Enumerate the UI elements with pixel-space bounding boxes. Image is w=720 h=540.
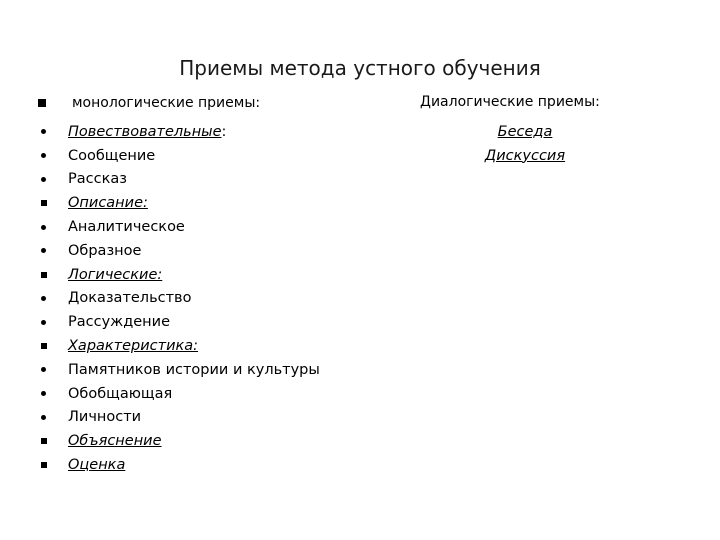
list-item <box>40 168 320 192</box>
list-item <box>40 120 320 144</box>
round-bullet-icon <box>41 129 46 134</box>
round-bullet-icon <box>41 296 46 301</box>
list-item-label: Аналитическое <box>68 219 185 236</box>
list-item-suffix: : <box>221 123 227 140</box>
bullet <box>40 343 68 349</box>
bullet <box>40 296 68 301</box>
square-bullet-icon <box>41 462 47 468</box>
bullet <box>40 248 68 253</box>
list-item-label: Повествовательные <box>68 123 222 140</box>
list-item <box>40 382 320 406</box>
square-bullet-icon <box>41 438 47 444</box>
list-item <box>40 215 320 239</box>
dialogic-list-item: Беседа <box>497 123 553 140</box>
list-item-label: Сообщение <box>68 147 156 164</box>
round-bullet-icon <box>41 415 46 420</box>
square-bullet-icon <box>38 99 46 107</box>
list-item <box>40 191 320 215</box>
list-item <box>40 334 320 358</box>
square-bullet-icon <box>41 343 47 349</box>
list-item-label: Доказательство <box>68 290 192 307</box>
list-item <box>40 429 320 453</box>
bullet <box>40 415 68 420</box>
list-item <box>40 263 320 287</box>
slide-title: Приемы метода устного обучения <box>179 56 541 80</box>
bullet <box>40 225 68 230</box>
bullet <box>40 391 68 396</box>
list-item-label: Логические: <box>68 266 163 283</box>
bullet <box>40 438 68 444</box>
list-item <box>40 239 320 263</box>
list-item-label: Обобщающая <box>68 385 173 402</box>
bullet <box>40 367 68 372</box>
list-item-label: Личности <box>68 409 142 426</box>
round-bullet-icon <box>41 248 46 253</box>
bullet <box>40 177 68 182</box>
list-item <box>40 144 320 168</box>
list-item-label: Объяснение <box>68 433 162 450</box>
bullet <box>40 320 68 325</box>
list-item <box>40 358 320 382</box>
round-bullet-icon <box>41 367 46 372</box>
bullet <box>40 153 68 158</box>
list-item <box>40 287 320 311</box>
list-item-label: Памятников истории и культуры <box>68 361 320 378</box>
list-item-label: Рассуждение <box>68 314 170 331</box>
list-item <box>40 453 320 477</box>
square-bullet-icon <box>41 272 47 278</box>
square-bullet-icon <box>41 200 47 206</box>
list-item-label: Образное <box>68 242 142 259</box>
round-bullet-icon <box>41 391 46 396</box>
list-item-label: Рассказ <box>68 171 127 188</box>
bullet <box>40 462 68 468</box>
round-bullet-icon <box>41 177 46 182</box>
round-bullet-icon <box>41 225 46 230</box>
bullet <box>40 200 68 206</box>
round-bullet-icon <box>41 320 46 325</box>
dialogic-list-item: Дискуссия <box>484 147 566 164</box>
list-item <box>40 406 320 430</box>
list-item-label: Оценка <box>68 457 126 474</box>
monologic-header-label: монологические приемы: <box>72 95 261 111</box>
bullet <box>40 272 68 278</box>
list-item-label: Описание: <box>68 195 148 212</box>
bullet <box>40 129 68 134</box>
dialogic-list <box>470 120 580 168</box>
monologic-list <box>40 120 320 477</box>
monologic-header <box>38 92 260 114</box>
round-bullet-icon <box>41 153 46 158</box>
dialogic-header: Диалогические приемы: <box>420 94 600 110</box>
list-item <box>40 310 320 334</box>
list-item-label: Характеристика: <box>68 338 199 355</box>
